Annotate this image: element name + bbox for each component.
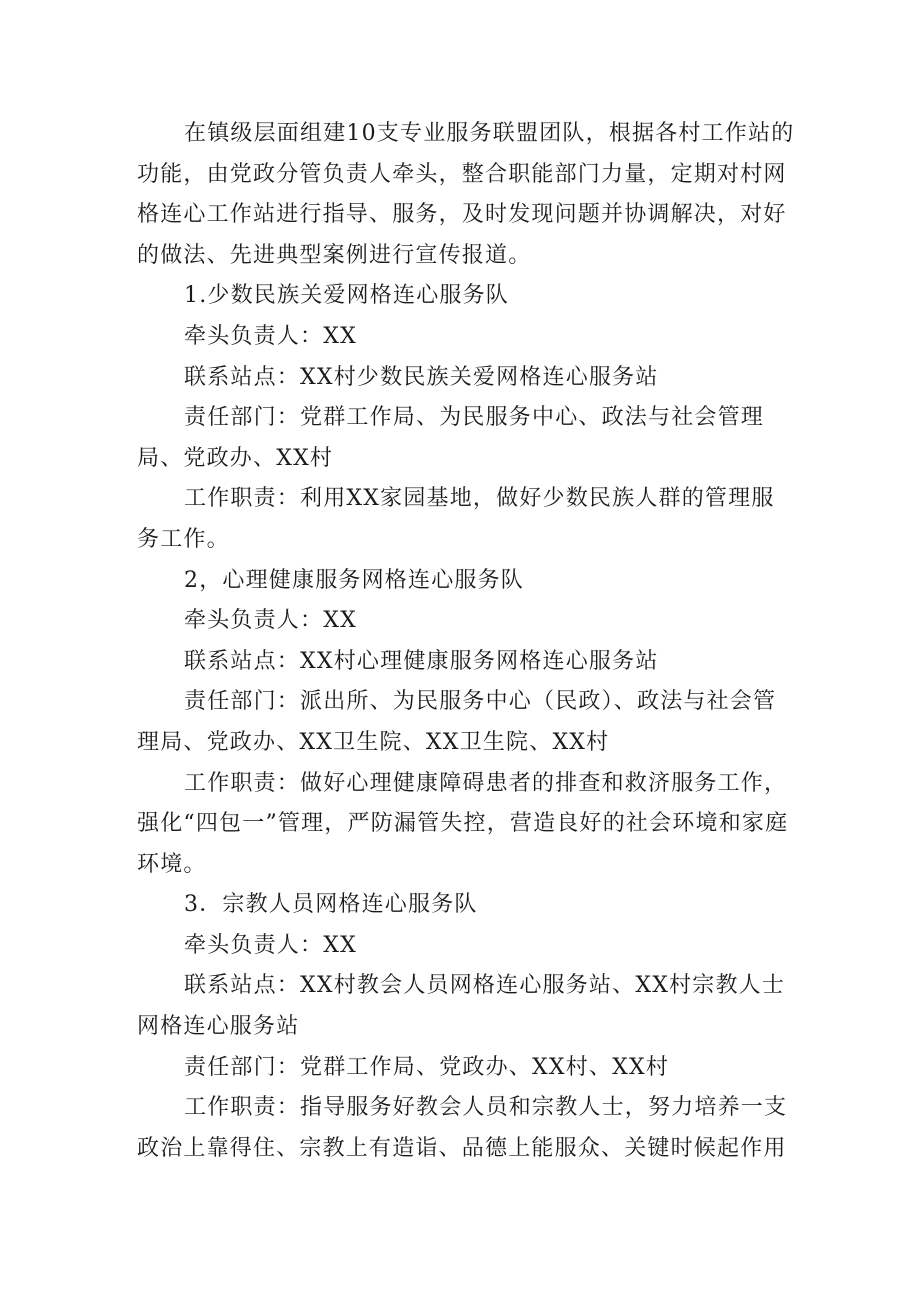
section-3-duties: 工作职责：指导服务好教会人员和宗教人士，努力培养一支政治上靠得住、宗教上有造诣、品德上能服众、关键时候起作用 [137,1095,788,1161]
section-3-heading: 3．宗教人员网格连心服务队 [184,892,478,918]
section-3-leader: 牵头负责人：XX [184,932,357,958]
section-2-duties: 工作职责：做好心理健康障碍患者的排查和救济服务工作，强化“四包一”管理，严防漏管失控，营造良好的社会环境和家庭环境。 [137,770,789,877]
intro-paragraph: 在镇级层面组建10支专业服务联盟团队，根据各村工作站的功能，由党政分管负责人牵头，整合职能部门力量，定期对村网格连心工作站进行指导、服务，及时发现问题并协调解决，对好的做法、先进典型案例进行宣传报道。 [137,121,795,268]
section-2-heading: 2，心理健康服务网格连心服务队 [184,567,524,593]
section-1-leader: 牵头负责人：XX [184,323,357,349]
section-1-duties: 工作职责：利用XX家园基地，做好少数民族人群的管理服务工作。 [137,486,775,552]
document-body [137,114,797,1169]
section-3-station: 联系站点：XX村教会人员网格连心服务站、XX村宗教人士网格连心服务站 [137,973,786,1040]
section-2-station: 联系站点：XX村心理健康服务网格连心服务站 [184,648,659,674]
section-2-leader: 牵头负责人：XX [184,608,357,634]
section-2-departments: 责任部门：派出所、为民服务中心（民政）、政法与社会管理局、党政办、XX卫生院、XX卫生院、XX村 [137,689,777,755]
section-1-heading: 1.少数民族关爱网格连心服务队 [184,283,509,309]
section-3-departments: 责任部门：党群工作局、党政办、XX村、XX村 [184,1054,670,1080]
section-1-departments: 责任部门：党群工作局、为民服务中心、政法与社会管理局、党政办、XX村 [137,405,765,471]
section-1-station: 联系站点：XX村少数民族关爱网格连心服务站 [184,364,659,390]
